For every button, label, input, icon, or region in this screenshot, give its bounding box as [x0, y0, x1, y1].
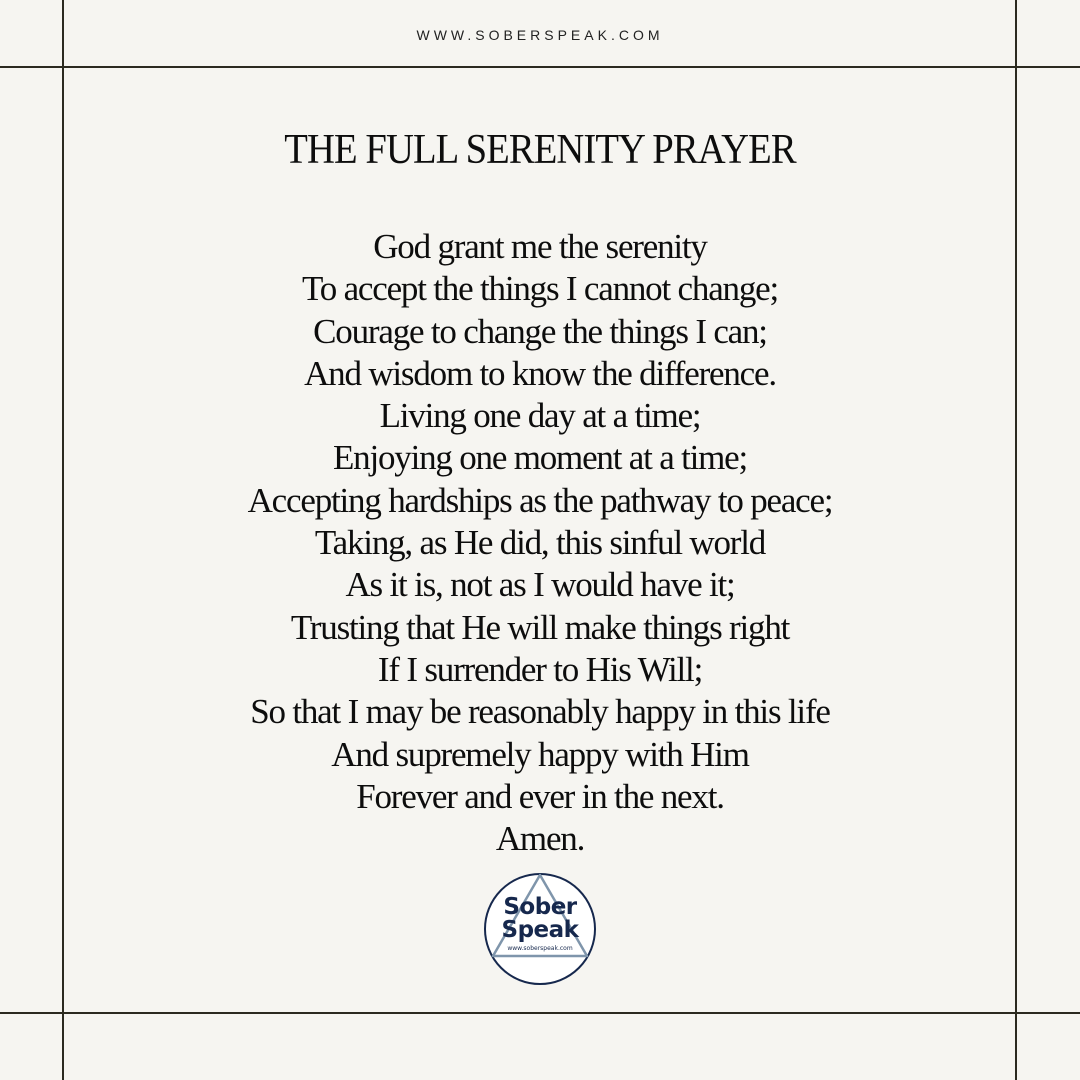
- page-title: THE FULL SERENITY PRAYER: [284, 127, 796, 173]
- prayer-line: God grant me the serenity: [373, 227, 707, 266]
- prayer-line: Forever and ever in the next.: [356, 776, 724, 816]
- prayer-line: Living one day at a time;: [379, 396, 701, 436]
- logo-word-speak: Speak: [501, 917, 579, 943]
- logo-word-sober: Sober: [503, 894, 577, 920]
- frame-line-bottom: [0, 1012, 1080, 1014]
- prayer-line: Trusting that He will make things right: [290, 607, 790, 647]
- site-url: WWW.SOBERSPEAK.COM: [416, 27, 664, 43]
- frame-line-top: [0, 66, 1080, 68]
- prayer-line: Accepting hardships as the pathway to peace;: [247, 480, 833, 520]
- prayer-line: Taking, as He did, this sinful world: [314, 523, 766, 563]
- prayer-line: Amen.: [495, 819, 585, 859]
- prayer-line: And wisdom to know the difference.: [304, 353, 776, 393]
- prayer-line: So that I may be reasonably happy in this life: [250, 692, 830, 732]
- prayer-line: Enjoying one moment at a time;: [332, 438, 748, 478]
- prayer-line: If I surrender to His Will;: [377, 649, 703, 689]
- prayer-line: To accept the things I cannot change;: [301, 269, 778, 309]
- prayer-line: As it is, not as I would have it;: [345, 565, 735, 605]
- prayer-line: Courage to change the things I can;: [313, 311, 767, 351]
- prayer-line: And supremely happy with Him: [331, 734, 749, 774]
- sober-speak-logo: [483, 872, 597, 986]
- prayer-text: [70, 226, 1010, 860]
- logo-url: www.soberspeak.com: [507, 945, 573, 952]
